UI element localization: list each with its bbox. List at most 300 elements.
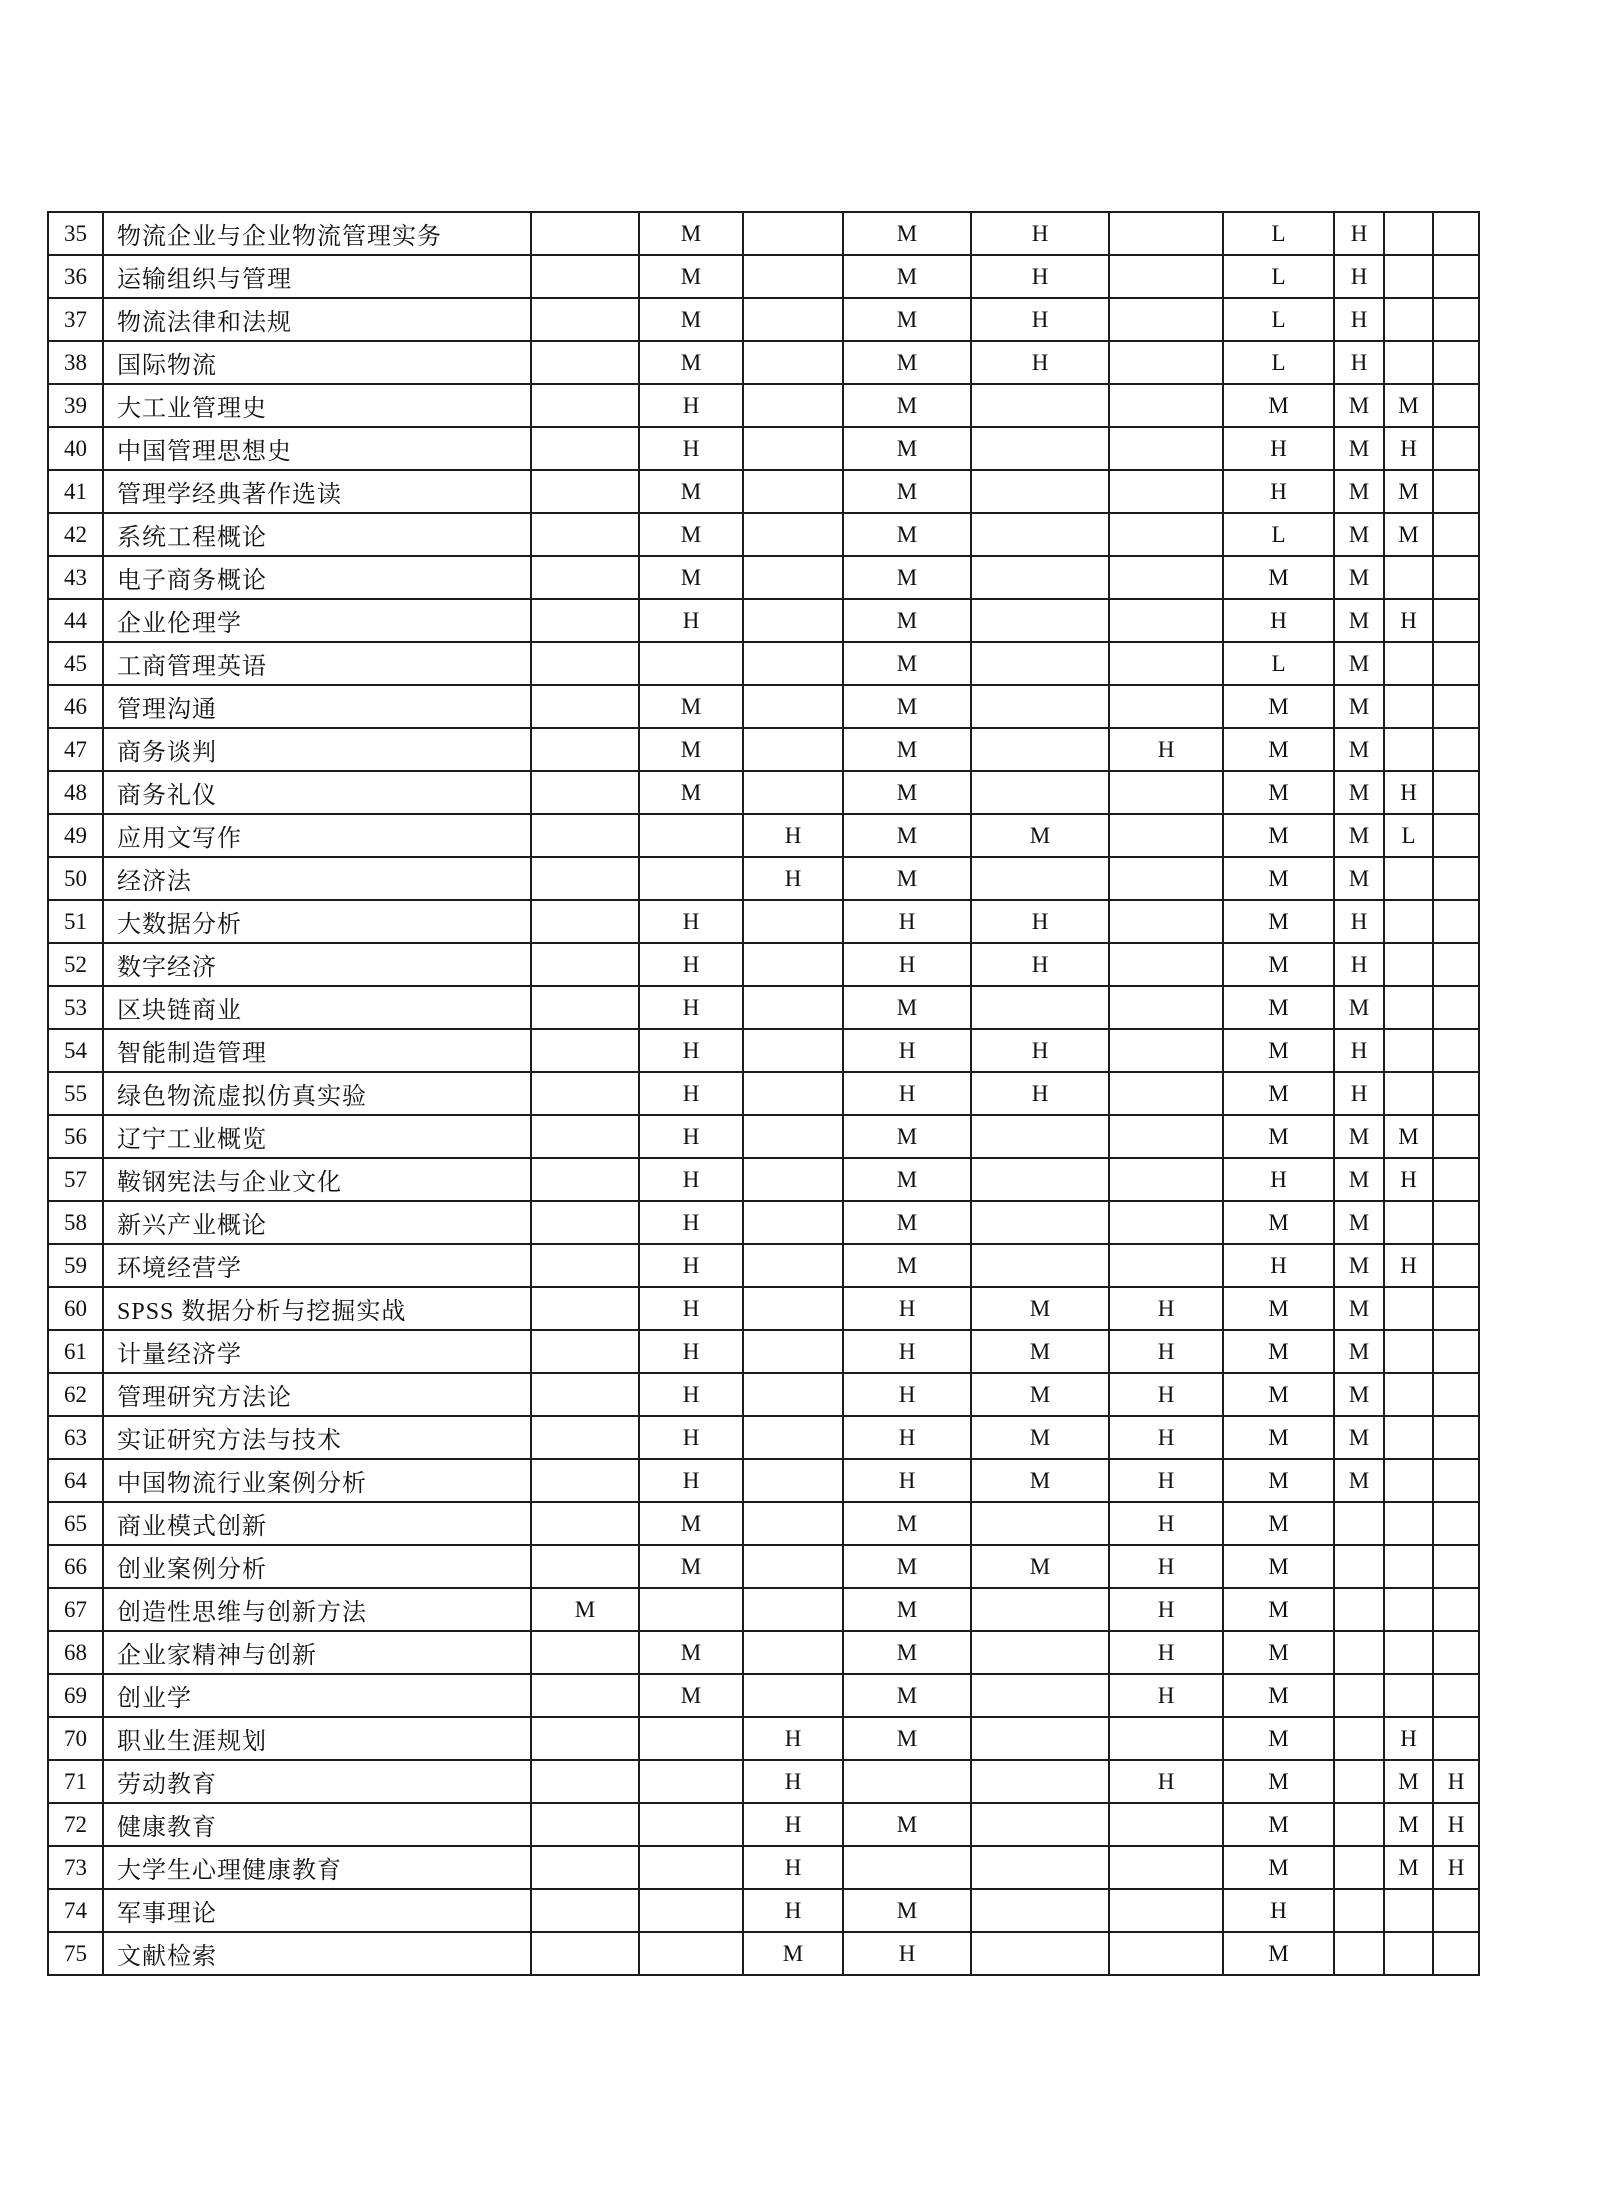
level-cell: [531, 1760, 639, 1803]
level-cell: [1384, 212, 1433, 255]
table-row: [48, 1459, 1479, 1502]
level-cell: M: [1223, 1373, 1334, 1416]
level-cell: M: [1334, 642, 1384, 685]
level-cell: [1384, 900, 1433, 943]
level-cell: M: [843, 642, 971, 685]
level-cell: [1433, 1588, 1479, 1631]
level-cell: [531, 1330, 639, 1373]
row-number: 65: [48, 1502, 103, 1545]
level-cell: H: [1334, 1029, 1384, 1072]
row-number: 75: [48, 1932, 103, 1975]
level-cell: [1109, 255, 1223, 298]
level-cell: M: [1334, 771, 1384, 814]
level-cell: [743, 255, 843, 298]
level-cell: [1433, 1889, 1479, 1932]
level-cell: H: [1384, 771, 1433, 814]
table-row: [48, 341, 1479, 384]
level-cell: H: [1109, 1760, 1223, 1803]
level-cell: H: [1433, 1760, 1479, 1803]
level-cell: H: [843, 1459, 971, 1502]
course-name: 军事理论: [103, 1889, 531, 1932]
table-row: [48, 1416, 1479, 1459]
level-cell: [743, 1545, 843, 1588]
level-cell: [639, 1588, 743, 1631]
level-cell: [531, 642, 639, 685]
level-cell: L: [1223, 341, 1334, 384]
level-cell: [1109, 1072, 1223, 1115]
table-row: [48, 470, 1479, 513]
level-cell: [1384, 1631, 1433, 1674]
level-cell: M: [843, 1803, 971, 1846]
level-cell: M: [971, 814, 1109, 857]
table-row: [48, 599, 1479, 642]
row-number: 55: [48, 1072, 103, 1115]
level-cell: H: [971, 255, 1109, 298]
level-cell: M: [1223, 1760, 1334, 1803]
level-cell: [1334, 1889, 1384, 1932]
row-number: 41: [48, 470, 103, 513]
level-cell: M: [1223, 1029, 1334, 1072]
level-cell: [639, 1889, 743, 1932]
level-cell: [1433, 1244, 1479, 1287]
course-name: 电子商务概论: [103, 556, 531, 599]
level-cell: M: [971, 1416, 1109, 1459]
level-cell: [1109, 427, 1223, 470]
level-cell: [743, 1502, 843, 1545]
row-number: 50: [48, 857, 103, 900]
level-cell: [971, 599, 1109, 642]
level-cell: [531, 857, 639, 900]
level-cell: [1433, 986, 1479, 1029]
table-row: [48, 1287, 1479, 1330]
table-row: [48, 1631, 1479, 1674]
level-cell: [743, 1588, 843, 1631]
level-cell: H: [1109, 1416, 1223, 1459]
level-cell: [1433, 556, 1479, 599]
level-cell: H: [1334, 298, 1384, 341]
level-cell: [743, 556, 843, 599]
level-cell: [1384, 255, 1433, 298]
level-cell: M: [639, 685, 743, 728]
level-cell: [639, 1717, 743, 1760]
level-cell: [971, 1846, 1109, 1889]
level-cell: [639, 642, 743, 685]
level-cell: [531, 1502, 639, 1545]
level-cell: H: [1109, 1287, 1223, 1330]
level-cell: [639, 857, 743, 900]
level-cell: M: [1334, 986, 1384, 1029]
level-cell: M: [743, 1932, 843, 1975]
level-cell: [971, 1803, 1109, 1846]
level-cell: [971, 1717, 1109, 1760]
level-cell: [1334, 1717, 1384, 1760]
level-cell: H: [1384, 1244, 1433, 1287]
course-name: 新兴产业概论: [103, 1201, 531, 1244]
row-number: 72: [48, 1803, 103, 1846]
level-cell: [1384, 1545, 1433, 1588]
level-cell: [1384, 1029, 1433, 1072]
level-cell: H: [639, 1115, 743, 1158]
level-cell: [1433, 728, 1479, 771]
level-cell: M: [843, 1588, 971, 1631]
level-cell: [639, 1803, 743, 1846]
course-name: 管理学经典著作选读: [103, 470, 531, 513]
level-cell: M: [639, 728, 743, 771]
level-cell: H: [971, 900, 1109, 943]
level-cell: [843, 1846, 971, 1889]
level-cell: [531, 1674, 639, 1717]
level-cell: [971, 1588, 1109, 1631]
level-cell: [743, 771, 843, 814]
level-cell: M: [1223, 1287, 1334, 1330]
level-cell: H: [1109, 1545, 1223, 1588]
level-cell: H: [1109, 1674, 1223, 1717]
course-name: 健康教育: [103, 1803, 531, 1846]
table-row: [48, 1889, 1479, 1932]
table-row: [48, 1932, 1479, 1975]
level-cell: H: [971, 1029, 1109, 1072]
row-number: 35: [48, 212, 103, 255]
level-cell: [743, 900, 843, 943]
level-cell: H: [1109, 1459, 1223, 1502]
level-cell: H: [639, 1158, 743, 1201]
course-name: 环境经营学: [103, 1244, 531, 1287]
row-number: 66: [48, 1545, 103, 1588]
level-cell: [743, 1244, 843, 1287]
level-cell: M: [1334, 1330, 1384, 1373]
level-cell: [1433, 1287, 1479, 1330]
course-name: 管理沟通: [103, 685, 531, 728]
level-cell: M: [1223, 728, 1334, 771]
course-name: 系统工程概论: [103, 513, 531, 556]
course-name: 创业学: [103, 1674, 531, 1717]
level-cell: [1384, 857, 1433, 900]
row-number: 51: [48, 900, 103, 943]
level-cell: [1384, 1201, 1433, 1244]
level-cell: [531, 943, 639, 986]
course-name: 运输组织与管理: [103, 255, 531, 298]
level-cell: H: [743, 1846, 843, 1889]
level-cell: [1433, 1029, 1479, 1072]
level-cell: H: [1109, 728, 1223, 771]
row-number: 58: [48, 1201, 103, 1244]
row-number: 60: [48, 1287, 103, 1330]
row-number: 52: [48, 943, 103, 986]
level-cell: [743, 642, 843, 685]
row-number: 73: [48, 1846, 103, 1889]
level-cell: [1109, 943, 1223, 986]
level-cell: [1433, 427, 1479, 470]
level-cell: H: [1334, 900, 1384, 943]
level-cell: H: [639, 1201, 743, 1244]
table-row: [48, 1674, 1479, 1717]
level-cell: [531, 1029, 639, 1072]
row-number: 59: [48, 1244, 103, 1287]
course-name: 应用文写作: [103, 814, 531, 857]
course-name: 国际物流: [103, 341, 531, 384]
row-number: 63: [48, 1416, 103, 1459]
level-cell: M: [1384, 1115, 1433, 1158]
level-cell: L: [1223, 298, 1334, 341]
course-name: 大学生心理健康教育: [103, 1846, 531, 1889]
level-cell: M: [843, 513, 971, 556]
level-cell: H: [1109, 1502, 1223, 1545]
level-cell: [1433, 1416, 1479, 1459]
level-cell: M: [1223, 1072, 1334, 1115]
level-cell: [1109, 212, 1223, 255]
row-number: 42: [48, 513, 103, 556]
level-cell: H: [1109, 1373, 1223, 1416]
level-cell: H: [843, 1287, 971, 1330]
table-row: [48, 513, 1479, 556]
table-row: [48, 814, 1479, 857]
table-row: [48, 642, 1479, 685]
level-cell: [743, 470, 843, 513]
level-cell: [1109, 986, 1223, 1029]
level-cell: [1433, 771, 1479, 814]
row-number: 70: [48, 1717, 103, 1760]
level-cell: M: [843, 384, 971, 427]
level-cell: H: [743, 814, 843, 857]
level-cell: H: [971, 943, 1109, 986]
level-cell: M: [1384, 470, 1433, 513]
level-cell: H: [843, 1330, 971, 1373]
level-cell: [1109, 857, 1223, 900]
level-cell: M: [1223, 900, 1334, 943]
level-cell: [743, 427, 843, 470]
level-cell: M: [639, 341, 743, 384]
level-cell: [743, 1631, 843, 1674]
course-name: 商务谈判: [103, 728, 531, 771]
course-name: 文献检索: [103, 1932, 531, 1975]
level-cell: H: [843, 1029, 971, 1072]
level-cell: H: [743, 1717, 843, 1760]
level-cell: M: [1223, 1588, 1334, 1631]
row-number: 67: [48, 1588, 103, 1631]
level-cell: [1109, 513, 1223, 556]
level-cell: [971, 857, 1109, 900]
table-row: [48, 1029, 1479, 1072]
level-cell: M: [843, 728, 971, 771]
level-cell: H: [639, 1287, 743, 1330]
level-cell: [743, 685, 843, 728]
table-row: [48, 1760, 1479, 1803]
level-cell: M: [1334, 556, 1384, 599]
level-cell: [1334, 1932, 1384, 1975]
level-cell: [843, 1760, 971, 1803]
level-cell: [1334, 1545, 1384, 1588]
row-number: 40: [48, 427, 103, 470]
level-cell: [531, 685, 639, 728]
level-cell: M: [971, 1373, 1109, 1416]
level-cell: H: [1223, 1244, 1334, 1287]
level-cell: M: [1334, 857, 1384, 900]
level-cell: [743, 1330, 843, 1373]
row-number: 56: [48, 1115, 103, 1158]
level-cell: [531, 1115, 639, 1158]
row-number: 54: [48, 1029, 103, 1072]
course-name: 物流企业与企业物流管理实务: [103, 212, 531, 255]
level-cell: M: [1223, 1201, 1334, 1244]
level-cell: [639, 1760, 743, 1803]
level-cell: M: [1223, 943, 1334, 986]
level-cell: [971, 470, 1109, 513]
course-name: 区块链商业: [103, 986, 531, 1029]
level-cell: M: [639, 212, 743, 255]
level-cell: [1384, 1674, 1433, 1717]
level-cell: [531, 900, 639, 943]
level-cell: [1433, 1115, 1479, 1158]
level-cell: [971, 384, 1109, 427]
row-number: 37: [48, 298, 103, 341]
level-cell: [971, 1760, 1109, 1803]
level-cell: [1433, 642, 1479, 685]
level-cell: [971, 1889, 1109, 1932]
level-cell: [1109, 814, 1223, 857]
level-cell: M: [1223, 384, 1334, 427]
course-name: 大数据分析: [103, 900, 531, 943]
level-cell: M: [971, 1287, 1109, 1330]
level-cell: [1334, 1760, 1384, 1803]
level-cell: [1433, 212, 1479, 255]
level-cell: [743, 1416, 843, 1459]
level-cell: H: [1334, 943, 1384, 986]
level-cell: H: [971, 298, 1109, 341]
level-cell: [1433, 298, 1479, 341]
level-cell: H: [843, 1373, 971, 1416]
row-number: 57: [48, 1158, 103, 1201]
level-cell: M: [1223, 1717, 1334, 1760]
level-cell: [531, 1459, 639, 1502]
level-cell: M: [639, 255, 743, 298]
level-cell: H: [843, 1416, 971, 1459]
course-name: 辽宁工业概览: [103, 1115, 531, 1158]
table-row: [48, 1201, 1479, 1244]
level-cell: M: [843, 298, 971, 341]
level-cell: [1433, 341, 1479, 384]
course-name: 计量经济学: [103, 1330, 531, 1373]
table-row: [48, 1545, 1479, 1588]
level-cell: [743, 728, 843, 771]
level-cell: M: [1334, 1373, 1384, 1416]
level-cell: [743, 1201, 843, 1244]
level-cell: M: [843, 986, 971, 1029]
level-cell: [1109, 298, 1223, 341]
level-cell: M: [1334, 1459, 1384, 1502]
level-cell: [743, 1115, 843, 1158]
level-cell: [531, 384, 639, 427]
level-cell: [971, 1631, 1109, 1674]
level-cell: [1384, 1889, 1433, 1932]
level-cell: M: [843, 1674, 971, 1717]
level-cell: [1433, 814, 1479, 857]
level-cell: [743, 341, 843, 384]
level-cell: M: [843, 1201, 971, 1244]
level-cell: H: [1109, 1631, 1223, 1674]
level-cell: [971, 1115, 1109, 1158]
level-cell: M: [1384, 1846, 1433, 1889]
level-cell: [1433, 1502, 1479, 1545]
level-cell: [971, 1502, 1109, 1545]
level-cell: H: [1433, 1846, 1479, 1889]
level-cell: [971, 1674, 1109, 1717]
level-cell: H: [1384, 599, 1433, 642]
level-cell: [1433, 1330, 1479, 1373]
course-name: SPSS 数据分析与挖掘实战: [103, 1287, 531, 1330]
level-cell: [743, 212, 843, 255]
course-name: 创造性思维与创新方法: [103, 1588, 531, 1631]
level-cell: H: [639, 1459, 743, 1502]
level-cell: [1433, 1201, 1479, 1244]
level-cell: [531, 1846, 639, 1889]
level-cell: M: [1334, 384, 1384, 427]
level-cell: [1109, 1932, 1223, 1975]
level-cell: [1384, 1502, 1433, 1545]
level-cell: H: [843, 1932, 971, 1975]
table-row: [48, 728, 1479, 771]
level-cell: M: [1334, 1244, 1384, 1287]
level-cell: [531, 470, 639, 513]
level-cell: H: [743, 857, 843, 900]
level-cell: [531, 1889, 639, 1932]
level-cell: M: [843, 255, 971, 298]
level-cell: H: [1334, 1072, 1384, 1115]
level-cell: H: [1334, 341, 1384, 384]
level-cell: M: [1334, 685, 1384, 728]
level-cell: M: [1334, 1201, 1384, 1244]
level-cell: M: [843, 1244, 971, 1287]
level-cell: M: [843, 1717, 971, 1760]
table-row: [48, 986, 1479, 1029]
course-name: 实证研究方法与技术: [103, 1416, 531, 1459]
table-row: [48, 298, 1479, 341]
level-cell: [1433, 1373, 1479, 1416]
level-cell: H: [843, 1072, 971, 1115]
level-cell: [1109, 1889, 1223, 1932]
level-cell: [743, 513, 843, 556]
course-name: 物流法律和法规: [103, 298, 531, 341]
level-cell: M: [639, 513, 743, 556]
level-cell: [1109, 1244, 1223, 1287]
level-cell: M: [1334, 1115, 1384, 1158]
row-number: 71: [48, 1760, 103, 1803]
level-cell: H: [743, 1760, 843, 1803]
level-cell: M: [639, 1502, 743, 1545]
level-cell: M: [843, 556, 971, 599]
course-name: 智能制造管理: [103, 1029, 531, 1072]
level-cell: L: [1384, 814, 1433, 857]
level-cell: [1109, 384, 1223, 427]
level-cell: M: [843, 427, 971, 470]
level-cell: [1384, 556, 1433, 599]
level-cell: M: [1223, 1631, 1334, 1674]
level-cell: [531, 771, 639, 814]
level-cell: [531, 814, 639, 857]
level-cell: [743, 1287, 843, 1330]
table-row: [48, 1717, 1479, 1760]
course-name: 鞍钢宪法与企业文化: [103, 1158, 531, 1201]
level-cell: M: [1223, 556, 1334, 599]
level-cell: [1384, 1287, 1433, 1330]
table-row: [48, 1846, 1479, 1889]
table-row: [48, 1588, 1479, 1631]
level-cell: [1384, 1932, 1433, 1975]
table-row: [48, 1072, 1479, 1115]
level-cell: [1433, 1674, 1479, 1717]
level-cell: [1433, 1631, 1479, 1674]
table-row: [48, 255, 1479, 298]
level-cell: [971, 1932, 1109, 1975]
